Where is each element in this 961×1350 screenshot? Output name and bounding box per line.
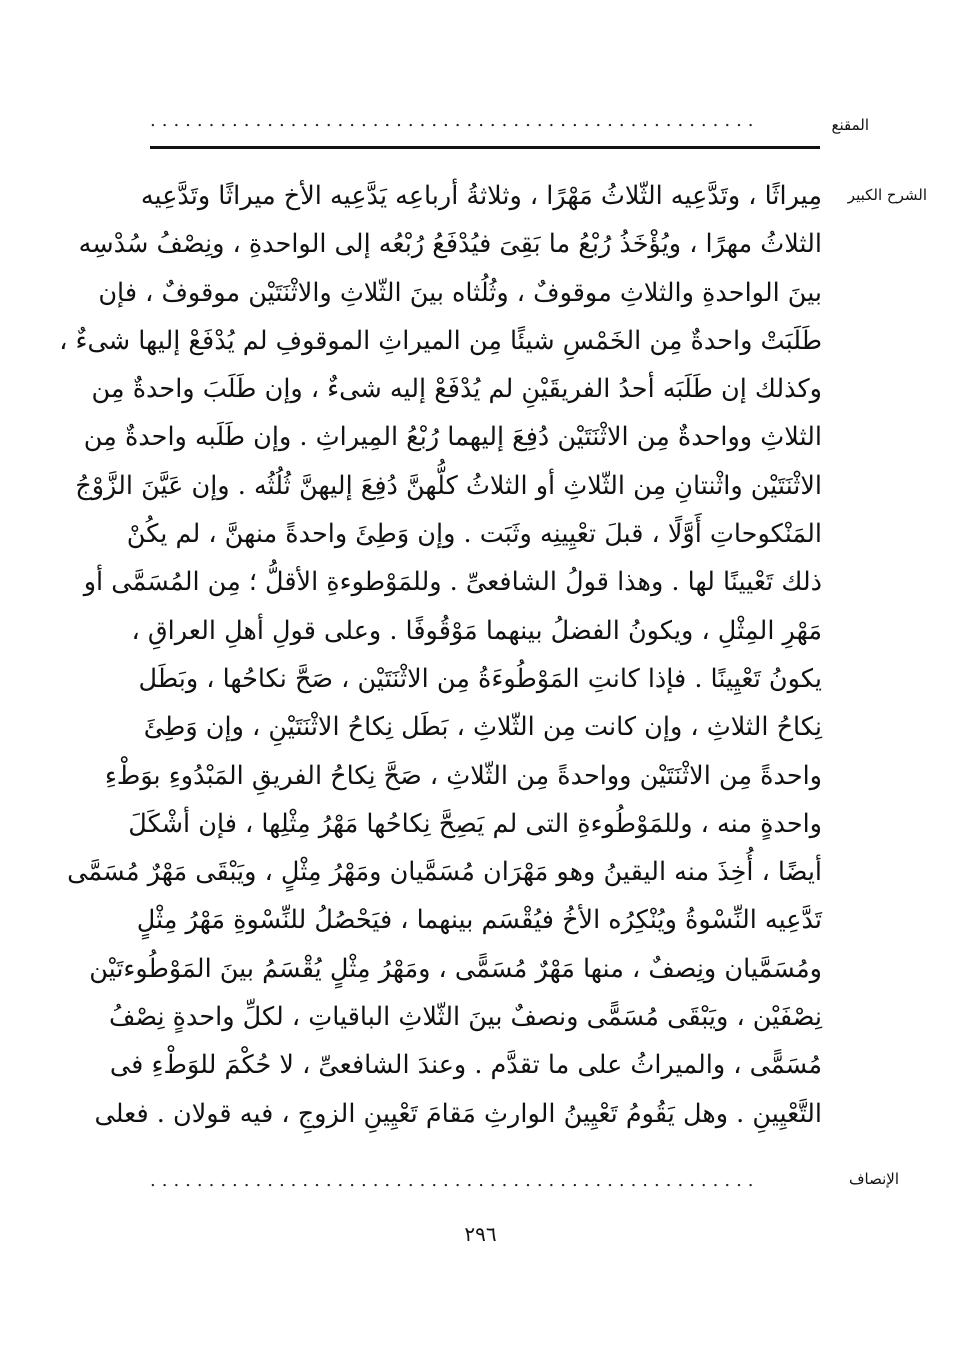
text-line: الاثْنَتَيْن واثْنتانِ مِن الثّلاثِ أو الثلاثُ كلُّهنَّ دُفِعَ إليهنَّ ثُلُثُه . وإن عَيَّنَ الزَّوْجُ: [75, 470, 822, 501]
footer-dots: ....................................................: [150, 1170, 760, 1191]
text-line: ومُسَمَّيان ونِصفٌ ، منها مَهْرٌ مُسَمًّى ، ومَهْرُ مِثْلٍ يُقْسَمُ بينَ المَوْطُوءتَيْن: [89, 953, 822, 984]
text-line: المَنْكوحاتِ أَوَّلًا ، قبلَ تعْيِينِه وثَبَت . وإن وَطِئَ واحدةً منهنَّ ، لم يكُنْ: [126, 519, 822, 550]
footer-label: الإنصاف: [848, 1170, 899, 1188]
text-line: الثلاثِ وواحدةٌ مِن الاثْنَتَيْن دُفِعَ إليهما رُبْعُ المِيراثِ . وإن طَلَبه واحدةٌ مِن: [83, 422, 822, 453]
text-line: طَلَبَتْ واحدةٌ مِن الخَمْسِ شيئًا مِن الميراثِ الموقوفِ لم يُدْفَعْ إليها شىءٌ ،: [59, 325, 822, 356]
text-line: نِصْفَيْن ، ويَبْقَى مُسَمًّى ونصفٌ بينَ الثّلاثِ الباقياتِ ، لكلِّ واحدةٍ نِصْفُ: [108, 1002, 822, 1033]
text-line: مُسَمًّى ، والميراثُ على ما تقدَّم . وعندَ الشافعىِّ ، لا حُكْمَ للوَطْءِ فى: [109, 1050, 822, 1081]
text-line: وكذلك إن طَلَبَه أحدُ الفريقَيْنِ لم يُدْفَعْ إليه شىءٌ ، وإن طَلَبَ واحدةٌ مِن: [91, 374, 822, 405]
text-line: مَهْرِ المِثْلِ ، ويكونُ الفضلُ بينهما مَوْقُوفًا . وعلى قولِ أهلِ العراقِ ،: [131, 615, 822, 646]
text-line: أيضًا ، أُخِذَ منه اليقينُ وهو مَهْرَان مُسَمَّيان ومَهْرُ مِثْلٍ ، ويَبْقَى مَهْرٌ مُسَمَّى: [67, 857, 822, 888]
header-dots: ....................................................: [150, 110, 760, 131]
text-line: التَّعْيِينِ . وهل يَقُومُ تَعْيِينُ الوارثِ مَقامَ تَعْيِينِ الزوجِ ، فيه قولان . فعلى: [94, 1098, 822, 1129]
header-label: المقنع: [831, 116, 869, 134]
text-line: تَدَّعِيه النِّسْوةُ ويُنْكِرُه الأخُ فيُقْسَم بينهما ، فيَحْصُلُ للنِّسْوةِ مَهْرُ مِثْلٍ: [136, 905, 822, 936]
text-line: نِكاحُ الثلاثِ ، وإن كانت مِن الثّلاثِ ، بَطَل نِكاحُ الاثْنَتَيْنِ ، وإن وَطِئَ: [143, 712, 822, 743]
text-line: واحدةٍ منه ، وللمَوْطُوءةِ التى لم يَصِحَّ نِكاحُها مَهْرُ مِثْلِها ، فإن أشْكَلَ: [128, 808, 822, 839]
text-line: يكونُ تَعْيِينًا . فإذا كانتِ المَوْطُوءَةُ مِن الاثْنَتَيْن ، صَحَّ نكاحُها ، وبَطَل: [138, 663, 822, 694]
text-line: الثلاثُ مهرًا ، ويُؤْخَذُ رُبْعُ ما بَقِىَ فيُدْفَعُ رُبْعُه إلى الواحدةِ ، ونِصْفُ سُدْسِه: [78, 229, 822, 260]
side-label: الشرح الكبير: [847, 186, 927, 204]
main-text: [59, 172, 822, 1138]
text-line: مِيراثًا ، وتَدَّعِيه الثّلاثُ مَهْرًا ، وثلاثةُ أرباعِه يَدَّعِيه الأخ ميراثًا وتَدَّعِيه: [140, 181, 822, 211]
text-line: ذلك تَعْيينًا لها . وهذا قولُ الشافعىِّ . وللمَوْطوءةِ الأقلُّ ؛ مِن المُسَمَّى أو: [83, 567, 822, 598]
page-number: ٢٩٦: [464, 1222, 497, 1246]
text-line: بينَ الواحدةِ والثلاثِ موقوفٌ ، وثُلُثاه بينَ الثّلاثِ والاثْنَتَيْن موقوفٌ ، فإن: [98, 277, 822, 308]
header-rule: [150, 146, 820, 149]
text-line: واحدةً مِن الاثْنَتَيْن وواحدةً مِن الثّلاثِ ، صَحَّ نِكاحُ الفريقِ المَبْدُوءِ بوَطْءِ: [104, 760, 822, 791]
